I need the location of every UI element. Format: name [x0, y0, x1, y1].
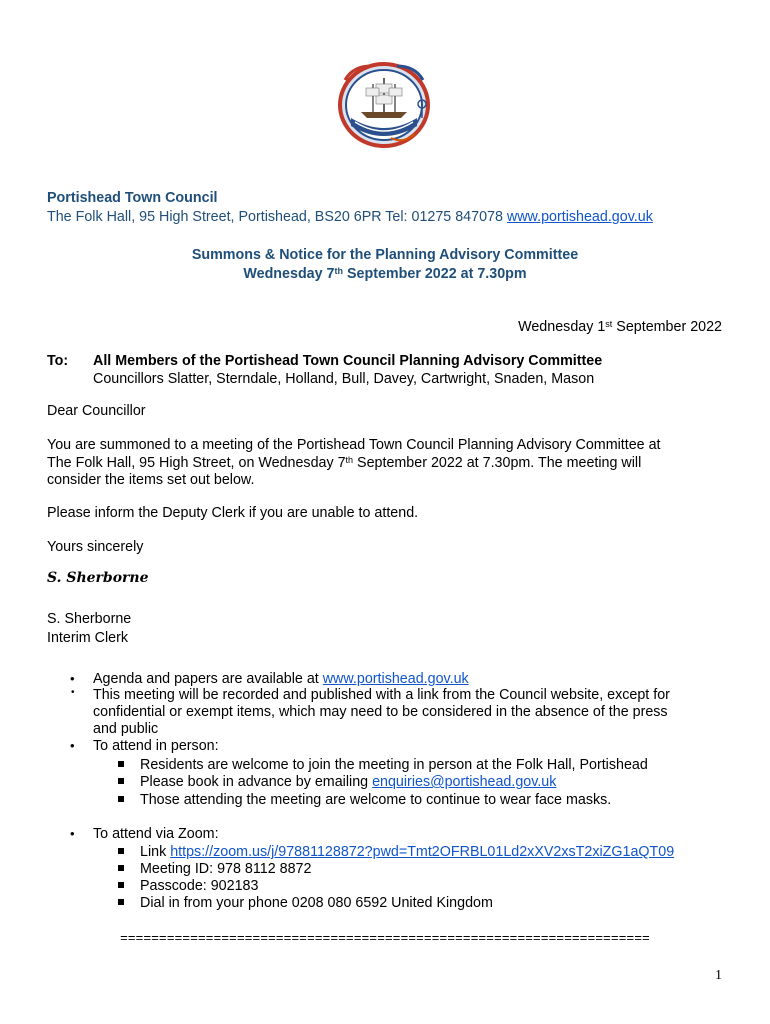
- signatory-name: S. Sherborne: [47, 611, 132, 627]
- summons-date-suffix: th: [334, 266, 344, 276]
- square-bullet-icon: [118, 778, 124, 784]
- agenda-text: Agenda and papers are available at: [93, 671, 323, 687]
- page-number: 1: [715, 968, 722, 983]
- body-line-1: You are summoned to a meeting of the Portishead Town Council Planning Advisory Committee at: [47, 437, 661, 453]
- letter-date-text: Wednesday 1: [518, 319, 606, 335]
- org-address-line: [47, 208, 653, 226]
- zoom-heading: To attend via Zoom:: [93, 826, 219, 842]
- bullet-dot-icon: •: [70, 671, 75, 686]
- closing-text: Yours sincerely: [47, 539, 144, 555]
- inform-text: Please inform the Deputy Clerk if you are unable to attend.: [47, 505, 419, 521]
- bullet-dot-icon: •: [71, 687, 75, 698]
- body-line-3: consider the items set out below.: [47, 472, 255, 488]
- zoom-meeting-link[interactable]: https://zoom.us/j/97881128872?pwd=Tmt2OFRBL01Ld2xXV2xsT2xiZG1aQT09: [170, 844, 675, 860]
- zoom-meeting-id: Meeting ID: 978 8112 8872: [140, 861, 312, 877]
- in-person-welcome: Residents are welcome to join the meeting in person at the Folk Hall, Portishead: [140, 757, 648, 773]
- handwritten-signature: S. Sherborne: [47, 570, 149, 586]
- booking-text: Please book in advance by emailing: [140, 774, 373, 790]
- recording-notice-line-2: confidential or exempt items, which may need to be considered in the absence of the press: [93, 704, 668, 720]
- signatory-title: Interim Clerk: [47, 630, 129, 646]
- recording-notice-line-3: and public: [93, 721, 159, 737]
- in-person-masks: Those attending the meeting are welcome to continue to wear face masks.: [140, 792, 612, 808]
- in-person-heading: To attend in person:: [93, 738, 219, 754]
- square-bullet-icon: [118, 899, 124, 905]
- bullet-dot-icon: •: [70, 738, 75, 753]
- zoom-passcode: Passcode: 902183: [140, 878, 259, 894]
- summons-date: [0, 265, 770, 283]
- summons-date-rest: September 2022 at 7.30pm: [343, 266, 527, 282]
- square-bullet-icon: [118, 761, 124, 767]
- agenda-website-link[interactable]: www.portishead.gov.uk: [322, 671, 469, 687]
- to-label: To:: [47, 353, 69, 369]
- separator-line: ====================================================================: [120, 930, 650, 945]
- zoom-link-label: Link: [140, 844, 171, 860]
- salutation: Dear Councillor: [47, 403, 146, 419]
- recipients: All Members of the Portishead Town Council Planning Advisory Committee: [93, 353, 603, 369]
- org-name: Portishead Town Council: [47, 190, 218, 206]
- body-line-2-text: The Folk Hall, 95 High Street, on Wednesday 7: [47, 455, 346, 471]
- summons-title: Summons & Notice for the Planning Advisory Committee: [191, 247, 579, 263]
- enquiries-email-link[interactable]: enquiries@portishead.gov.uk: [372, 774, 557, 790]
- councillors-list: Councillors Slatter, Sterndale, Holland, Bull, Davey, Cartwright, Snaden, Mason: [93, 371, 595, 387]
- square-bullet-icon: [118, 882, 124, 888]
- org-address: The Folk Hall, 95 High Street, Portishead, BS20 6PR Tel: 01275 847078: [47, 209, 507, 225]
- body-line-2-suffix: th: [345, 455, 354, 465]
- letter-date-rest: September 2022: [612, 319, 722, 335]
- zoom-link-item: [140, 843, 674, 861]
- bullet-dot-icon: •: [70, 826, 75, 841]
- in-person-booking: [140, 773, 556, 791]
- body-line-2-rest: September 2022 at 7.30pm. The meeting will: [353, 455, 642, 471]
- zoom-dial-in: Dial in from your phone 0208 080 6592 United Kingdom: [140, 895, 493, 911]
- council-crest-logo: [331, 60, 437, 150]
- recording-notice-line-1: This meeting will be recorded and published with a link from the Council website, except for: [93, 687, 670, 703]
- letter-date: [518, 318, 722, 336]
- body-line-2: [47, 454, 641, 472]
- square-bullet-icon: [118, 865, 124, 871]
- summons-date-text: Wednesday 7: [243, 266, 335, 282]
- website-link[interactable]: www.portishead.gov.uk: [506, 209, 653, 225]
- square-bullet-icon: [118, 796, 124, 802]
- square-bullet-icon: [118, 848, 124, 854]
- letter-date-suffix: st: [605, 319, 613, 329]
